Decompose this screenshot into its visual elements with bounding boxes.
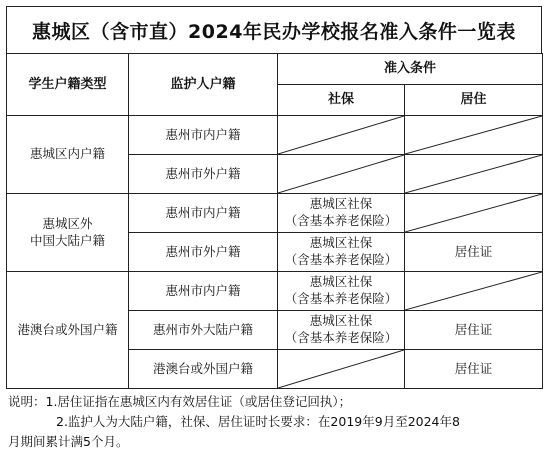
residence-cell-empty xyxy=(405,272,543,311)
header-social: 社保 xyxy=(278,85,405,116)
student-type-cell xyxy=(7,194,129,272)
student-type-cell xyxy=(7,116,129,194)
student-type-line: 惠城区内户籍 xyxy=(29,146,105,162)
notes xyxy=(8,392,538,452)
residence-cell-empty xyxy=(405,116,543,155)
social-cell-empty xyxy=(278,116,405,155)
student-type-line: 惠城区外 xyxy=(42,215,93,231)
residence-cell-empty xyxy=(405,155,543,194)
note-3: 月期间累计满5个月。 xyxy=(8,434,129,449)
social-line: 惠城区社保 xyxy=(309,274,373,290)
social-line: 惠城区社保 xyxy=(309,235,373,251)
diagonal-slash xyxy=(405,155,542,193)
guardian-cell: 惠州市内户籍 xyxy=(129,272,278,311)
social-line: （含基本养老保险） xyxy=(284,330,398,345)
diagonal-slash xyxy=(405,116,542,154)
social-line: （含基本养老保险） xyxy=(284,252,398,267)
residence-cell-empty xyxy=(405,194,543,233)
guardian-cell: 惠州市外户籍 xyxy=(129,233,278,272)
residence-cell: 居住证 xyxy=(405,350,543,389)
student-type-line: 港澳台或外国户籍 xyxy=(17,321,118,337)
student-type-line: 中国大陆户籍 xyxy=(29,232,105,248)
header-student-type: 学生户籍类型 xyxy=(7,54,129,116)
header-conditions: 准入条件 xyxy=(278,54,543,85)
header-row xyxy=(7,54,543,85)
diagonal-slash xyxy=(405,194,542,232)
guardian-cell: 惠州市外大陆户籍 xyxy=(129,311,278,350)
social-cell xyxy=(278,272,405,311)
social-line: （含基本养老保险） xyxy=(284,291,398,306)
residence-cell: 居住证 xyxy=(405,311,543,350)
student-type-cell xyxy=(7,272,129,389)
residence-cell: 居住证 xyxy=(405,233,543,272)
admission-table xyxy=(6,53,543,389)
diagonal-slash xyxy=(278,350,404,388)
guardian-cell: 港澳台或外国户籍 xyxy=(129,350,278,389)
table-row xyxy=(7,194,543,233)
note-2: 2.监护人为大陆户籍，社保、居住证时长要求：在2019年9月至2024年8 xyxy=(56,414,460,429)
social-cell xyxy=(278,311,405,350)
table-row xyxy=(7,116,543,155)
social-cell xyxy=(278,194,405,233)
header-residence: 居住 xyxy=(405,85,543,116)
guardian-cell: 惠州市外户籍 xyxy=(129,155,278,194)
diagonal-slash xyxy=(278,116,404,154)
guardian-cell: 惠州市内户籍 xyxy=(129,194,278,233)
social-cell-empty xyxy=(278,155,405,194)
social-line: 惠城区社保 xyxy=(309,313,373,329)
social-line: （含基本养老保险） xyxy=(284,213,398,228)
table-row xyxy=(7,272,543,311)
diagonal-slash xyxy=(405,272,542,310)
social-cell xyxy=(278,233,405,272)
page-title: 惠城区（含市直）2024年民办学校报名准入条件一览表 xyxy=(6,6,542,54)
guardian-cell: 惠州市内户籍 xyxy=(129,116,278,155)
note-1: 说明：1.居住证指在惠城区内有效居住证（或居住登记回执）； xyxy=(8,394,352,409)
social-cell-empty xyxy=(278,350,405,389)
diagonal-slash xyxy=(278,155,404,193)
social-line: 惠城区社保 xyxy=(309,196,373,212)
header-guardian: 监护人户籍 xyxy=(129,54,278,116)
